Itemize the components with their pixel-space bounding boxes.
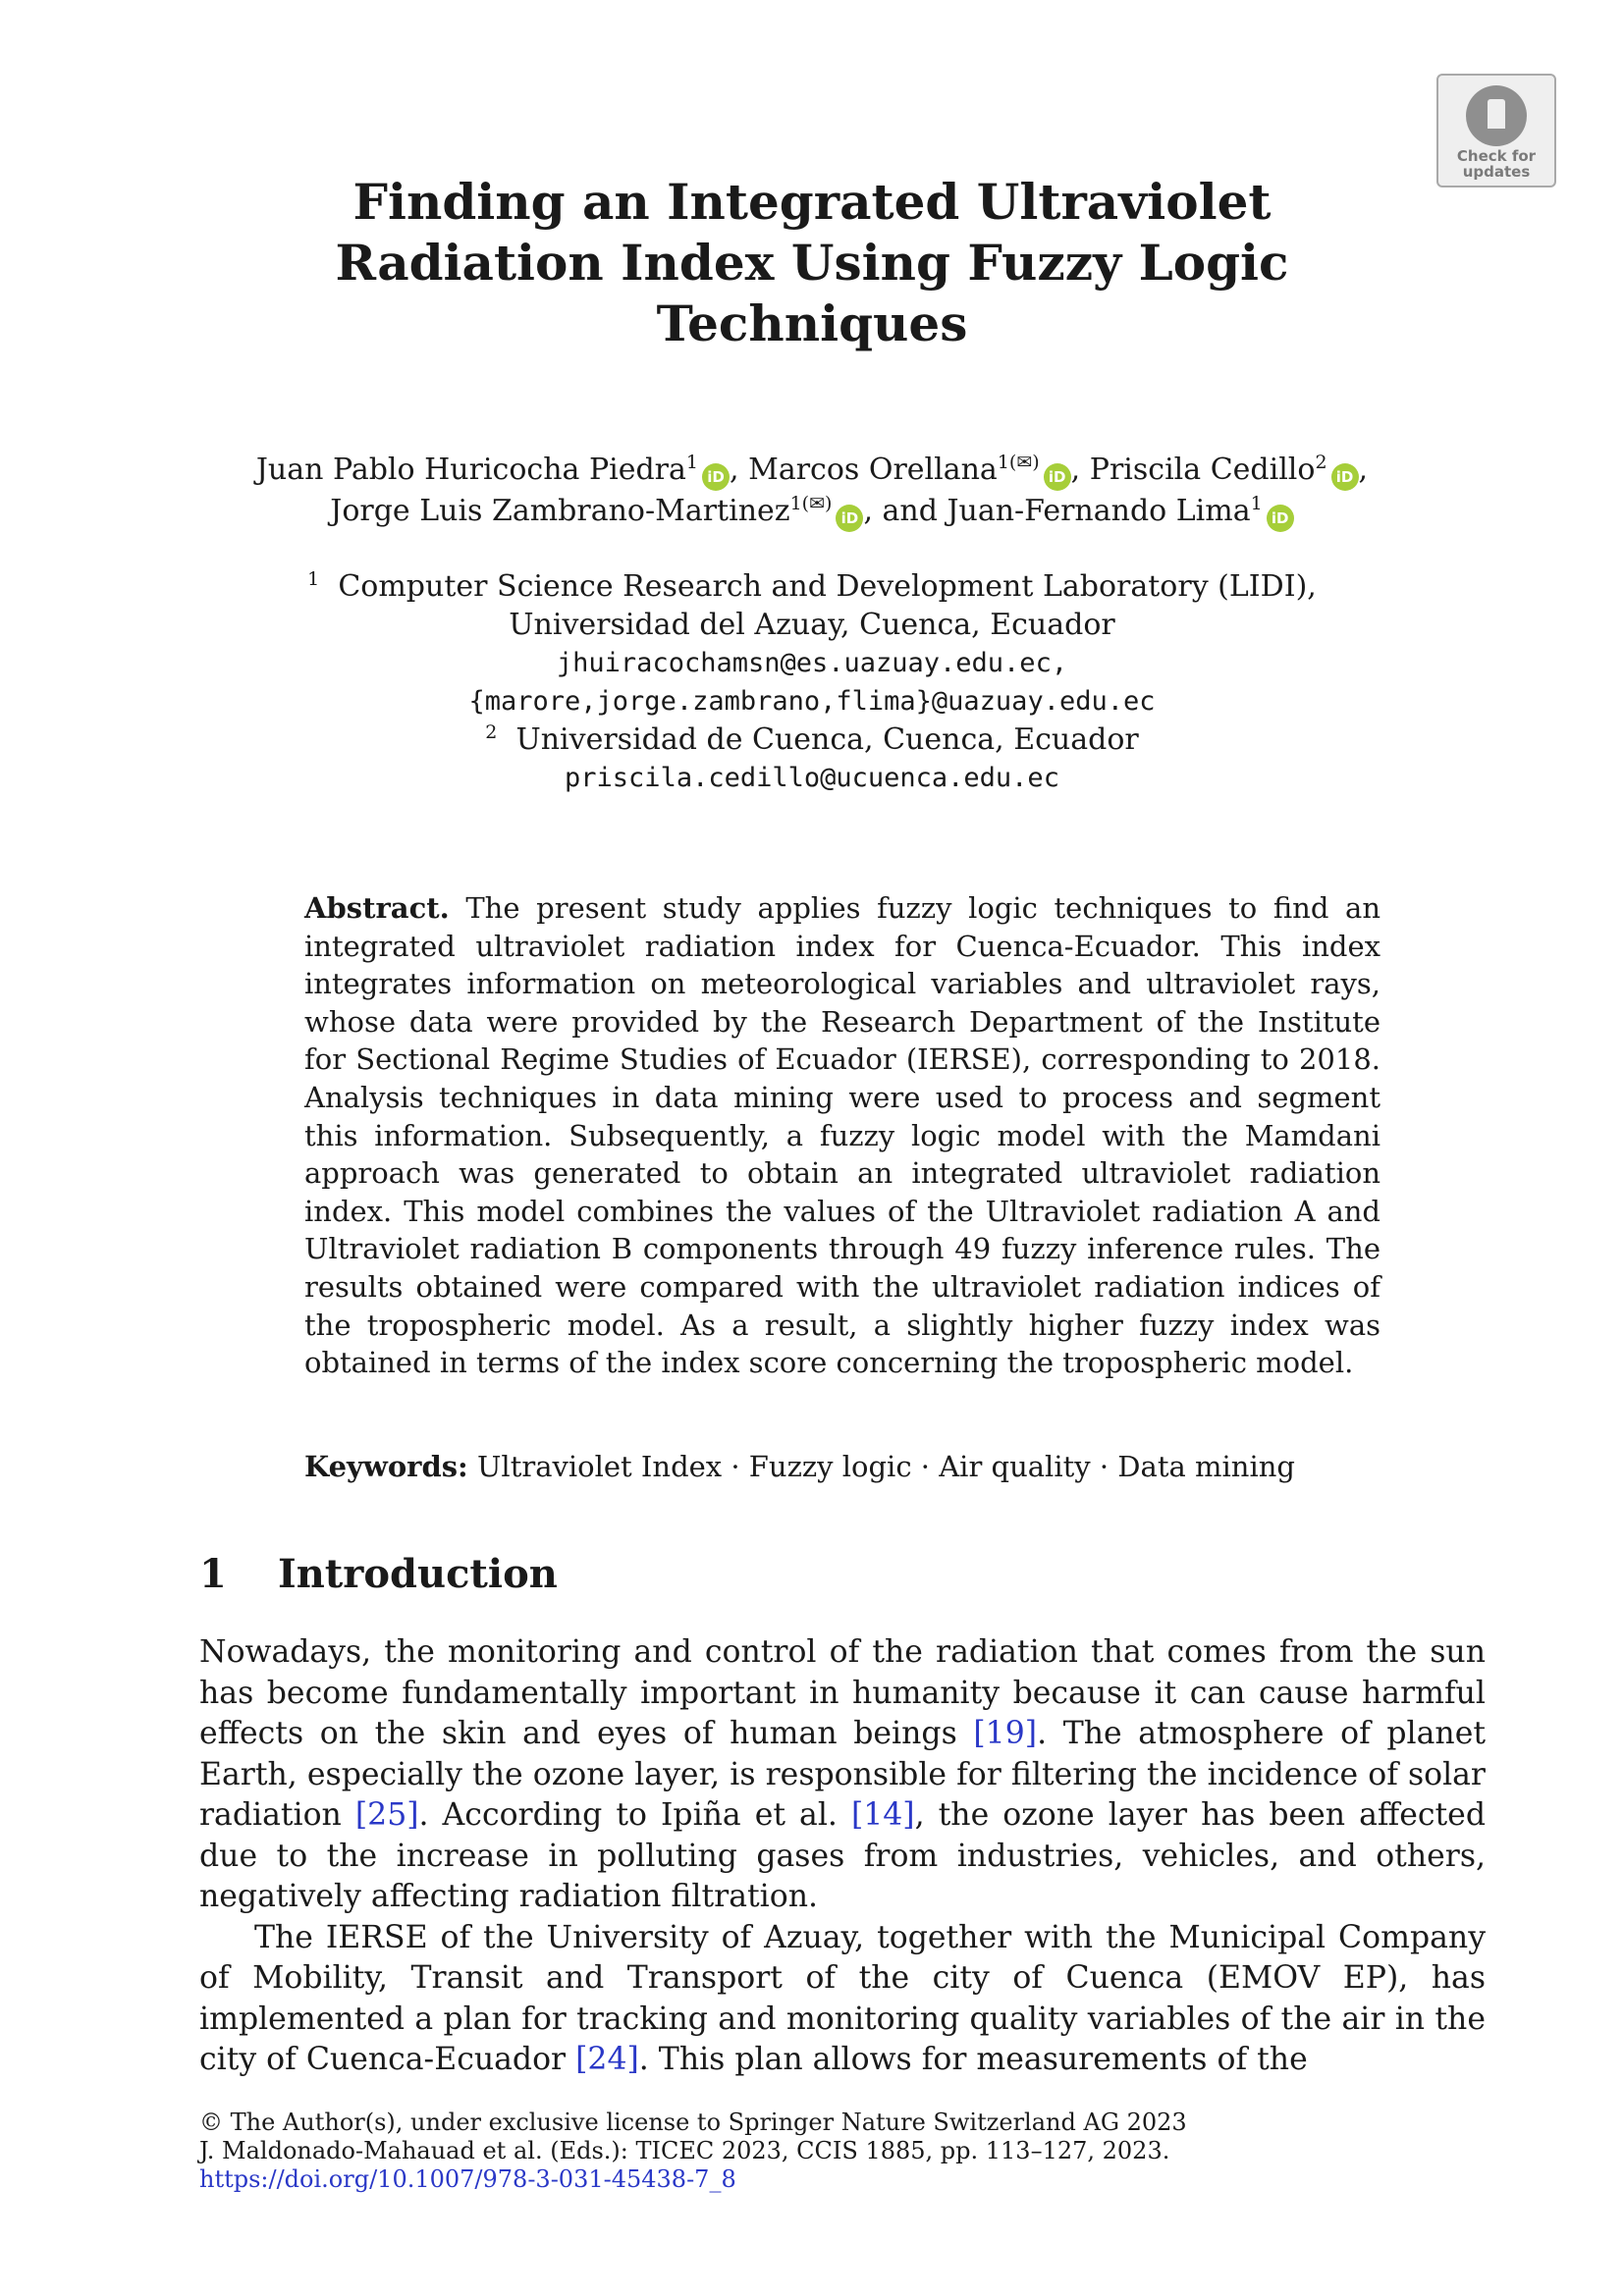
affiliation-2-email[interactable]: priscila.cedillo@ucuenca.edu.ec [565,763,1059,793]
author-list [0,450,1624,532]
author-line-1 [0,450,1624,491]
author-name: Marcos Orellana [748,453,998,487]
affiliation-2-line-1: $^2$ Universidad de Cuenca, Cuenca, Ecuador [485,721,1139,757]
affiliation-1-marker: 1 [307,568,320,590]
citation-link[interactable]: [24] [575,2042,639,2077]
orcid-icon[interactable]: iD [1044,463,1071,491]
author-separator: , and [863,494,938,528]
affiliation-1-line-1: $^1$ Computer Science Research and Development Laboratory (LIDI), [307,568,1317,604]
doi-link[interactable]: https://doi.org/10.1007/978-3-031-45438-7_8 [199,2165,736,2193]
badge-text-line2: updates [1462,163,1531,181]
author-affil-sup: 2 [1315,452,1327,473]
title-line-2: Radiation Index Using Fuzzy Logic [335,234,1289,292]
orcid-icon[interactable]: iD [1331,463,1359,491]
author-name: Priscila Cedillo [1089,453,1316,487]
author-affil-sup: 1(✉) [789,493,833,514]
author-line-2 [0,491,1624,532]
section-heading [199,1551,558,1597]
paper-title [0,172,1624,354]
keywords-text: Ultraviolet Index · Fuzzy logic · Air quality · Data mining [476,1450,1295,1483]
author-affil-sup: 1 [685,452,699,473]
author-separator: , [1070,453,1081,487]
paragraph-2: The IERSE of the University of Azuay, together with the Municipal Company of Mobility, Transit and Transport of the city of Cuenca (EMOV EP), has implemented a plan for tracking and monitoring quality variables of the air in the city of Cuenca-Ecuador [24]. This plan allows for measurements of the [199,1919,1486,2077]
citation-link[interactable]: [19] [973,1716,1038,1751]
bookmark-icon [1466,85,1527,146]
author-name: Jorge Luis Zambrano-Martinez [330,494,790,528]
author-affil-sup: 1(✉) [997,452,1040,473]
section-title: Introduction [278,1551,558,1597]
introduction-body [199,1632,1486,2081]
author-separator: , [730,453,739,487]
check-for-updates-badge[interactable] [1436,74,1556,187]
title-line-1: Finding an Integrated Ultraviolet [352,173,1272,231]
citation-link[interactable]: [14] [850,1797,915,1833]
orcid-icon[interactable]: iD [836,505,863,532]
affiliation-1-line-2: Universidad del Azuay, Cuenca, Ecuador [509,608,1115,642]
paragraph-1: Nowadays, the monitoring and control of the radiation that comes from the sun has become fundamentally important in humanity because it can cause harmful effects on the skin and eyes of human beings [19]. The atmosphere of planet Earth, especially the ozone layer, is responsible for filtering the incidence of solar radiation [25]. According to Ipiña et al. [14], the ozone layer has been affected due to the increase in polluting gases from industries, vehicles, and others, negatively affecting radiation filtration. [199,1634,1487,1914]
author-separator: , [1358,453,1369,487]
abstract [304,889,1380,1382]
keywords [304,1448,1380,1485]
badge-text-line1: Check for [1456,147,1537,165]
abstract-label: Abstract. [304,891,450,925]
author-affil-sup: 1 [1250,493,1263,514]
affiliation-2-marker: 2 [485,721,498,743]
footer-copyright: © The Author(s), under exclusive license to Springer Nature Switzerland AG 2023 [199,2109,1187,2136]
affiliations [0,567,1624,797]
keywords-label: Keywords: [304,1450,468,1483]
section-number: 1 [199,1551,227,1597]
affiliation-1-email-1[interactable]: jhuiracochamsn@es.uazuay.edu.ec, [556,648,1068,678]
copyright-footer [199,2109,1187,2194]
title-line-3: Techniques [656,294,968,352]
author-name: Juan Pablo Huricocha Piedra [255,453,686,487]
affiliation-1-email-2[interactable]: {marore,jorge.zambrano,flima}@uazuay.edu.ec [468,686,1156,717]
citation-link[interactable]: [25] [354,1797,419,1833]
footer-citation: J. Maldonado-Mahauad et al. (Eds.): TICEC 2023, CCIS 1885, pp. 113–127, 2023. [199,2137,1170,2164]
abstract-text: The present study applies fuzzy logic techniques to find an integrated ultraviolet radiation index for Cuenca-Ecuador. This index integrates information on meteorological variables and ultraviolet rays, whose data were provided by the Research Department of the Institute for Sectional Regime Studies of Ecuador (IERSE), corresponding to 2018. Analysis techniques in data mining were used to process and segment this information. Subsequently, a fuzzy logic model with the Mamdani approach was generated to obtain an integrated ultraviolet radiation index. This model combines the values of the Ultraviolet radiation A and Ultraviolet radiation B components through 49 fuzzy inference rules. The results obtained were compared with the ultraviolet radiation indices of the tropospheric model. As a result, a slightly higher fuzzy index was obtained in terms of the index score concerning the tropospheric model. [304,891,1381,1380]
author-name: Juan-Fernando Lima [947,494,1251,528]
orcid-icon[interactable]: iD [702,463,730,491]
orcid-icon[interactable]: iD [1267,505,1294,532]
